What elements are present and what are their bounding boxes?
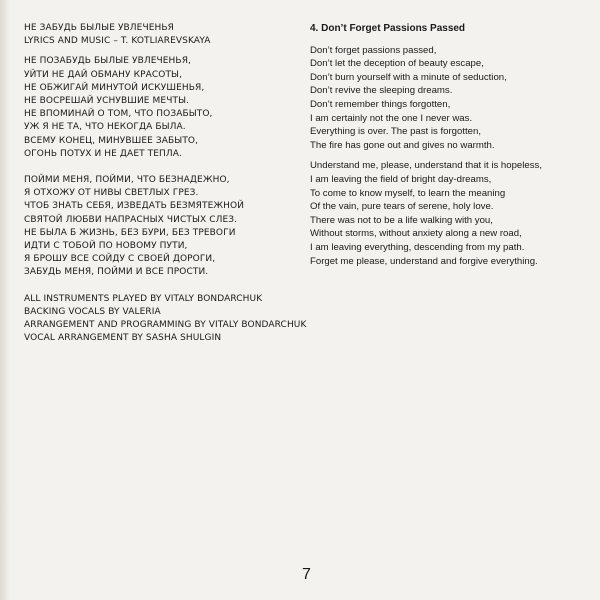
english-lyrics-column [310, 22, 585, 268]
lyric-line: Understand me, please, understand that it is hopeless, [310, 160, 542, 172]
russian-verse-2 [24, 174, 306, 280]
russian-song-title: НЕ ЗАБУДЬ БЫЛЫЕ УВЛЕЧЕНЬЯ [24, 23, 175, 33]
lyric-line: Everything is over. The past is forgotten, [310, 126, 482, 138]
english-song-title: 4. Don’t Forget Passions Passed [310, 23, 466, 34]
credit-line: VOCAL ARRANGEMENT BY SASHA SHULGIN [24, 333, 222, 344]
lyric-line: ОГОНЬ ПОТУХ И НЕ ДАЕТ ТЕПЛА. [24, 148, 182, 159]
credit-line: ALL INSTRUMENTS PLAYED BY VITALY BONDARCHUK [24, 293, 263, 304]
page-crease [0, 0, 10, 600]
lyric-line: Don’t forget passions passed, [310, 44, 437, 56]
lyric-line: Don’t remember things forgotten, [310, 98, 451, 110]
lyric-line: НЕ ПОЗАБУДЬ БЫЛЫЕ УВЛЕЧЕНЬЯ, [24, 56, 192, 67]
english-verse-1 [310, 44, 585, 153]
production-credits [24, 293, 306, 346]
page-number: 7 [302, 566, 311, 583]
lyric-line: ВСЕМУ КОНЕЦ, МИНУВШЕЕ ЗАБЫТО, [24, 135, 199, 146]
lyric-line: The fire has gone out and gives no warmth. [310, 139, 495, 151]
russian-verse-1 [24, 55, 306, 161]
lyric-line: УЙТИ НЕ ДАЙ ОБМАНУ КРАСОТЫ, [24, 69, 183, 80]
lyric-line: There was not to be a life walking with you, [310, 214, 493, 226]
lyric-line: УЖ Я НЕ ТА, ЧТО НЕКОГДА БЫЛА. [24, 122, 186, 133]
lyric-line: ИДТИ С ТОБОЙ ПО НОВОМУ ПУТИ, [24, 241, 188, 252]
credit-line: ARRANGEMENT AND PROGRAMMING BY VITALY BONDARCHUK [24, 320, 307, 331]
lyric-line: Without storms, without anxiety along a new road, [310, 228, 522, 240]
lyric-line: НЕ ОБЖИГАЙ МИНУТОЙ ИСКУШЕНЬЯ, [24, 82, 205, 93]
lyric-line: Я БРОШУ ВСЕ СОЙДУ С СВОЕЙ ДОРОГИ, [24, 254, 216, 265]
lyric-line: Forget me please, understand and forgive everything. [310, 255, 538, 267]
lyric-line: I am leaving the field of bright day-dreams, [310, 173, 492, 185]
english-verse-2 [310, 159, 585, 268]
lyric-line: ЗАБУДЬ МЕНЯ, ПОЙМИ И ВСЕ ПРОСТИ. [24, 267, 209, 278]
songwriter-credit: LYRICS AND MUSIC – T. KOTLIAREVSKAYA [24, 36, 211, 47]
lyric-line: ПОЙМИ МЕНЯ, ПОЙМИ, ЧТО БЕЗНАДЕЖНО, [24, 175, 230, 186]
lyric-line: Don’t revive the sleeping dreams. [310, 85, 453, 97]
credit-line: BACKING VOCALS BY VALERIA [24, 306, 161, 317]
lyric-line: НЕ ВОСРЕШАЙ УСНУВШИЕ МЕЧТЫ. [24, 96, 190, 107]
lyric-line: To come to know myself, to learn the meaning [310, 187, 506, 199]
lyric-line: ЧТОБ ЗНАТЬ СЕБЯ, ИЗВЕДАТЬ БЕЗМЯТЕЖНОЙ [24, 201, 245, 212]
lyric-line: Don’t let the deception of beauty escape, [310, 58, 484, 70]
lyric-line: НЕ БЫЛА Б ЖИЗНЬ, БЕЗ БУРИ, БЕЗ ТРЕВОГИ [24, 227, 236, 238]
lyric-line: Don’t burn yourself with a minute of seduction, [310, 71, 507, 83]
lyric-line: Of the vain, pure tears of serene, holy love. [310, 201, 494, 213]
lyric-line: Я ОТХОЖУ ОТ НИВЫ СВЕТЛЫХ ГРЕЗ. [24, 188, 199, 199]
russian-lyrics-column [24, 22, 306, 345]
lyric-line: НЕ ВПОМИНАЙ О ТОМ, ЧТО ПОЗАБЫТО, [24, 109, 213, 120]
lyric-line: I am leaving everything, descending from my path. [310, 241, 525, 253]
lyric-line: СВЯТОЙ ЛЮБВИ НАПРАСНЫХ ЧИСТЫХ СЛЕЗ. [24, 214, 238, 225]
lyric-line: I am certainly not the one I never was. [310, 112, 473, 124]
